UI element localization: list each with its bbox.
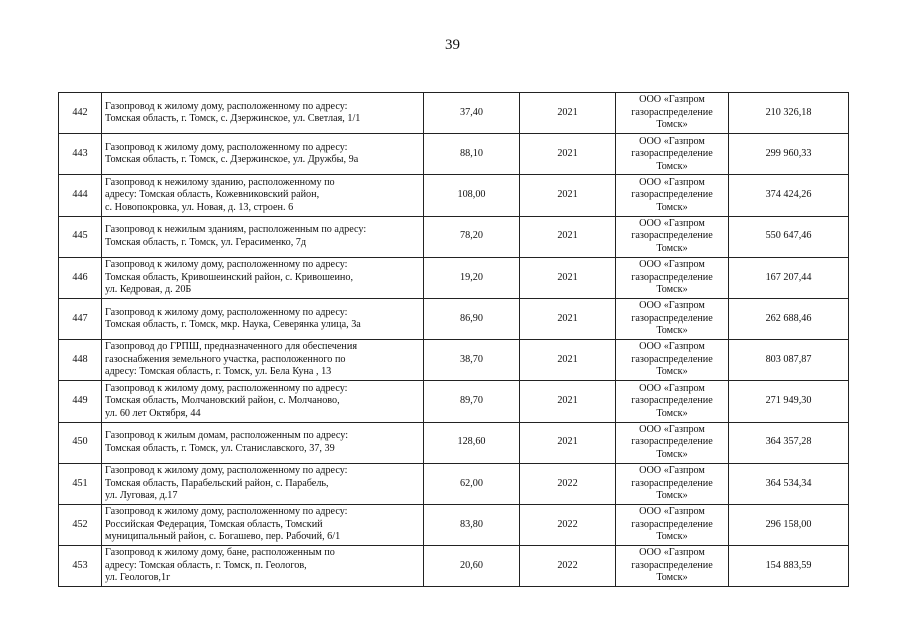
year-cell: 2022: [520, 463, 616, 504]
page-number: 39: [445, 37, 460, 53]
length-cell: 108,00: [424, 175, 520, 216]
object-description-cell: Газопровод к жилому дому, расположенному по адресу: Томская область, Кривошеинский район, с. Кривошеино, ул. Кедровая, д. 20Б: [102, 257, 424, 298]
cost-cell: 262 688,46: [729, 298, 849, 339]
owner-cell: ООО «Газпром газораспределение Томск»: [616, 257, 729, 298]
owner-cell: ООО «Газпром газораспределение Томск»: [616, 134, 729, 175]
cost-cell: 296 158,00: [729, 504, 849, 545]
cost-cell: 364 357,28: [729, 422, 849, 463]
table-row: [59, 257, 849, 298]
length-cell: 86,90: [424, 298, 520, 339]
object-description-cell: Газопровод до ГРПШ, предназначенного для обеспечения газоснабжения земельного участка, расположенного по адресу: Томская область, г. Томск, ул. Бела Куна , 13: [102, 340, 424, 381]
gas-pipeline-registry-table: [58, 92, 849, 587]
length-cell: 128,60: [424, 422, 520, 463]
row-number-cell: 443: [59, 134, 102, 175]
owner-cell: ООО «Газпром газораспределение Томск»: [616, 216, 729, 257]
object-description-cell: Газопровод к жилым домам, расположенным по адресу: Томская область, г. Томск, ул. Станиславского, 37, 39: [102, 422, 424, 463]
year-cell: 2021: [520, 175, 616, 216]
year-cell: 2022: [520, 504, 616, 545]
cost-cell: 550 647,46: [729, 216, 849, 257]
table-row: [59, 340, 849, 381]
year-cell: 2022: [520, 546, 616, 587]
year-cell: 2021: [520, 134, 616, 175]
table-row: [59, 463, 849, 504]
length-cell: 62,00: [424, 463, 520, 504]
row-number-cell: 452: [59, 504, 102, 545]
cost-cell: 299 960,33: [729, 134, 849, 175]
length-cell: 37,40: [424, 93, 520, 134]
object-description-cell: Газопровод к нежилым зданиям, расположенным по адресу: Томская область, г. Томск, ул. Герасименко, 7д: [102, 216, 424, 257]
cost-cell: 374 424,26: [729, 175, 849, 216]
table-body: [59, 93, 849, 587]
row-number-cell: 444: [59, 175, 102, 216]
row-number-cell: 453: [59, 546, 102, 587]
row-number-cell: 451: [59, 463, 102, 504]
object-description-cell: Газопровод к жилому дому, бане, расположенным по адресу: Томская область, г. Томск, п. Геологов, ул. Геологов,1г: [102, 546, 424, 587]
year-cell: 2021: [520, 340, 616, 381]
length-cell: 19,20: [424, 257, 520, 298]
object-description-cell: Газопровод к жилому дому, расположенному по адресу: Томская область, г. Томск, с. Дзержинское, ул. Светлая, 1/1: [102, 93, 424, 134]
row-number-cell: 442: [59, 93, 102, 134]
year-cell: 2021: [520, 216, 616, 257]
row-number-cell: 447: [59, 298, 102, 339]
length-cell: 83,80: [424, 504, 520, 545]
object-description-cell: Газопровод к нежилому зданию, расположенному по адресу: Томская область, Кожевниковский район, с. Новопокровка, ул. Новая, д. 13, строен. 6: [102, 175, 424, 216]
row-number-cell: 449: [59, 381, 102, 422]
row-number-cell: 445: [59, 216, 102, 257]
table-row: [59, 546, 849, 587]
year-cell: 2021: [520, 422, 616, 463]
year-cell: 2021: [520, 298, 616, 339]
length-cell: 89,70: [424, 381, 520, 422]
owner-cell: ООО «Газпром газораспределение Томск»: [616, 93, 729, 134]
owner-cell: ООО «Газпром газораспределение Томск»: [616, 298, 729, 339]
owner-cell: ООО «Газпром газораспределение Томск»: [616, 340, 729, 381]
object-description-cell: Газопровод к жилому дому, расположенному по адресу: Томская область, г. Томск, с. Дзержинское, ул. Дружбы, 9а: [102, 134, 424, 175]
year-cell: 2021: [520, 257, 616, 298]
table-row: [59, 504, 849, 545]
object-description-cell: Газопровод к жилому дому, расположенному по адресу: Российская Федерация, Томская область, Томский муниципальный район, с. Богашево, пер. Рабочий, 6/1: [102, 504, 424, 545]
length-cell: 38,70: [424, 340, 520, 381]
object-description-cell: Газопровод к жилому дому, расположенному по адресу: Томская область, г. Томск, мкр. Наука, Северянка улица, 3а: [102, 298, 424, 339]
table-row: [59, 298, 849, 339]
table-row: [59, 134, 849, 175]
row-number-cell: 450: [59, 422, 102, 463]
year-cell: 2021: [520, 381, 616, 422]
length-cell: 20,60: [424, 546, 520, 587]
table-row: [59, 93, 849, 134]
owner-cell: ООО «Газпром газораспределение Томск»: [616, 381, 729, 422]
table-row: [59, 381, 849, 422]
cost-cell: 210 326,18: [729, 93, 849, 134]
year-cell: 2021: [520, 93, 616, 134]
owner-cell: ООО «Газпром газораспределение Томск»: [616, 175, 729, 216]
owner-cell: ООО «Газпром газораспределение Томск»: [616, 504, 729, 545]
cost-cell: 803 087,87: [729, 340, 849, 381]
length-cell: 88,10: [424, 134, 520, 175]
cost-cell: 364 534,34: [729, 463, 849, 504]
cost-cell: 154 883,59: [729, 546, 849, 587]
table-row: [59, 216, 849, 257]
length-cell: 78,20: [424, 216, 520, 257]
object-description-cell: Газопровод к жилому дому, расположенному по адресу: Томская область, Парабельский район, с. Парабель, ул. Луговая, д.17: [102, 463, 424, 504]
object-description-cell: Газопровод к жилому дому, расположенному по адресу: Томская область, Молчановский район, с. Молчаново, ул. 60 лет Октября, 44: [102, 381, 424, 422]
row-number-cell: 446: [59, 257, 102, 298]
cost-cell: 271 949,30: [729, 381, 849, 422]
owner-cell: ООО «Газпром газораспределение Томск»: [616, 546, 729, 587]
owner-cell: ООО «Газпром газораспределение Томск»: [616, 422, 729, 463]
row-number-cell: 448: [59, 340, 102, 381]
table-row: [59, 422, 849, 463]
table-row: [59, 175, 849, 216]
owner-cell: ООО «Газпром газораспределение Томск»: [616, 463, 729, 504]
cost-cell: 167 207,44: [729, 257, 849, 298]
